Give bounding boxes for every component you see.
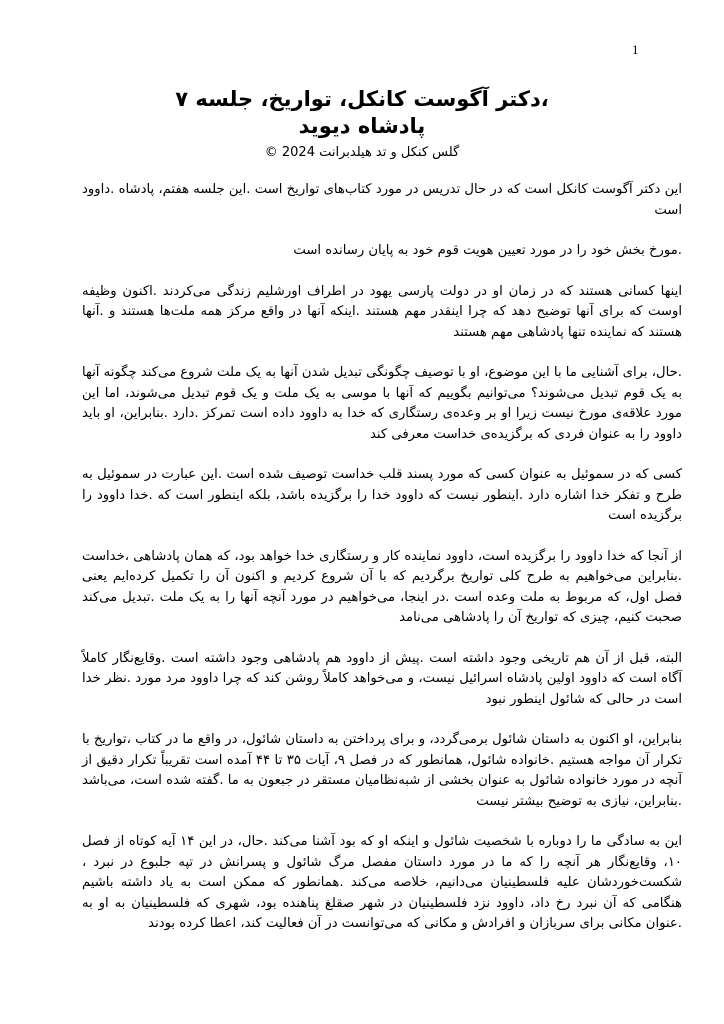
paragraph-8: بنابراین، او اکنون به داستان شائول برمی‌گردد، و برای پرداختن به داستان شائول، در واقع ما در کتاب ،تواریخ با تکرار آن مواجه هستیم .خانواده شائول، همانطور که در فصل ۹، آیات ۳۵ تا ۴۴ آمده است تقریباً تکرار دقیق از آنچه در مورد خانواده شائول به عنوان بخشی از شبه‌نظامیان مستقر در جبعون به ما .گفته شده است، می‌باشد .بنابراین، نیازی به توضیح بیشتر نیست (82, 732, 682, 809)
page-number: 1 (632, 42, 639, 57)
page-subtitle: پادشاه دیوید (298, 114, 426, 138)
paragraph-9: این به سادگی ما را دوباره با شخصیت شائول و اینکه او که بود آشنا می‌کند .حال، در این ۱۴ آیه کوتاه از فصل ۱۰، وقایع‌نگار هر آنچه را که ما در مورد داستان مفصل مرگ شائول و پسرانش در تپه جلبوع در نبرد ، شکست‌خوردشان علیه فلسطینیان می‌دانیم، خلاصه می‌کند .همانطور که ممکن است به یاد داشته باشیم هنگامی که آن نبرد رخ داد، داوود نزد فلسطینیان در شهر صقلغ پناهنده بود، شهری که فلسطینیان به او به .عنوان مکانی برای سربازان و افرادش و مکانی که می‌توانست در آن فعالیت کند، اعطا کرده بودند (82, 834, 682, 931)
paragraph-4: .حال، برای آشنایی ما با این موضوع، او با توصیف چگونگی تبدیل شدن آنها به یک ملت شروع می‌کند چگونه آنها به یک قوم تبدیل می‌شوند؟ می‌توانیم بگوییم که آنها با موسی به یک ملت و یک قوم تبدیل می‌شوند، اما این مورد علاقه‌ی مورخ نیست زیرا او بر وعده‌ی رستگاری که خدا به داوود داده است تمرکز .دارد .بنابراین، او باید داوود را به عنوان فردی که برگزیده‌ی خداست معرفی کند (82, 365, 682, 442)
paragraph-6: از آنجا که خدا داوود را برگزیده است، داوود نماینده کار و رستگاری خدا خواهد بود، که همان پادشاهی ،خداست .بنابراین می‌خواهیم به طرح کلی تواریخ برگردیم که با آن شروع کردیم و اکنون آن را تکمیل کرده‌ایم یعنی فصل اول، که مربوط به ملت وعده است .در اینجا، می‌خواهیم در مورد آنچه آنها را به یک ملت .تبدیل می‌کند صحبت کنیم، چیزی که تواریخ آن را پادشاهی می‌نامد (82, 548, 682, 625)
paragraph-3: اینها کسانی هستند که در زمان او در دولت پارسی یهود در اطراف اورشلیم زندگی می‌کردند .اکنون وظیفه اوست که برای آنها توضیح دهد که چرا اینقدر مهم هستند .اینکه آنها در واقع مرکز همه ملت‌ها هستند و .آنها هستند که نماینده تنها پادشاهی مهم هستند (82, 283, 682, 340)
body-text (82, 180, 682, 955)
paragraph-2: .مورخ بخش خود را در مورد تعیین هویت قوم خود به پایان رسانده است (293, 243, 682, 258)
page-title: ،دکتر آگوست کانکل، تواریخ، جلسه ۷ (175, 87, 549, 111)
copyright-credit: گلس کنکل و تد هیلدبرانت 2024 © (264, 145, 460, 160)
paragraph-1: این دکتر آگوست کانکل است که در حال تدریس در مورد کتاب‌های تواریخ است .این جلسه هفتم، پادشاه .داوود است (82, 182, 682, 218)
title-block (0, 86, 724, 164)
paragraph-7: البته، قبل از آن هم تاریخی وجود داشته است .پیش از داوود هم پادشاهی وجود داشته است .وقایع‌نگار کاملاً آگاه است که داوود اولین پادشاه اسرائیل نیست، و می‌خواهد کاملاً روشن کند که چرا داوود مرد مورد .نظر خدا است در حالی که شائول اینطور نبود (82, 650, 682, 707)
paragraph-5: کسی که در سموئیل به عنوان کسی که مورد پسند قلب خداست توصیف شده است .این عبارت در سموئیل به طرح و تفکر خدا اشاره دارد .اینطور نیست که داوود خدا را برگزیده باشد، بلکه اینطور است که .خدا داوود را برگزیده است (82, 467, 682, 523)
